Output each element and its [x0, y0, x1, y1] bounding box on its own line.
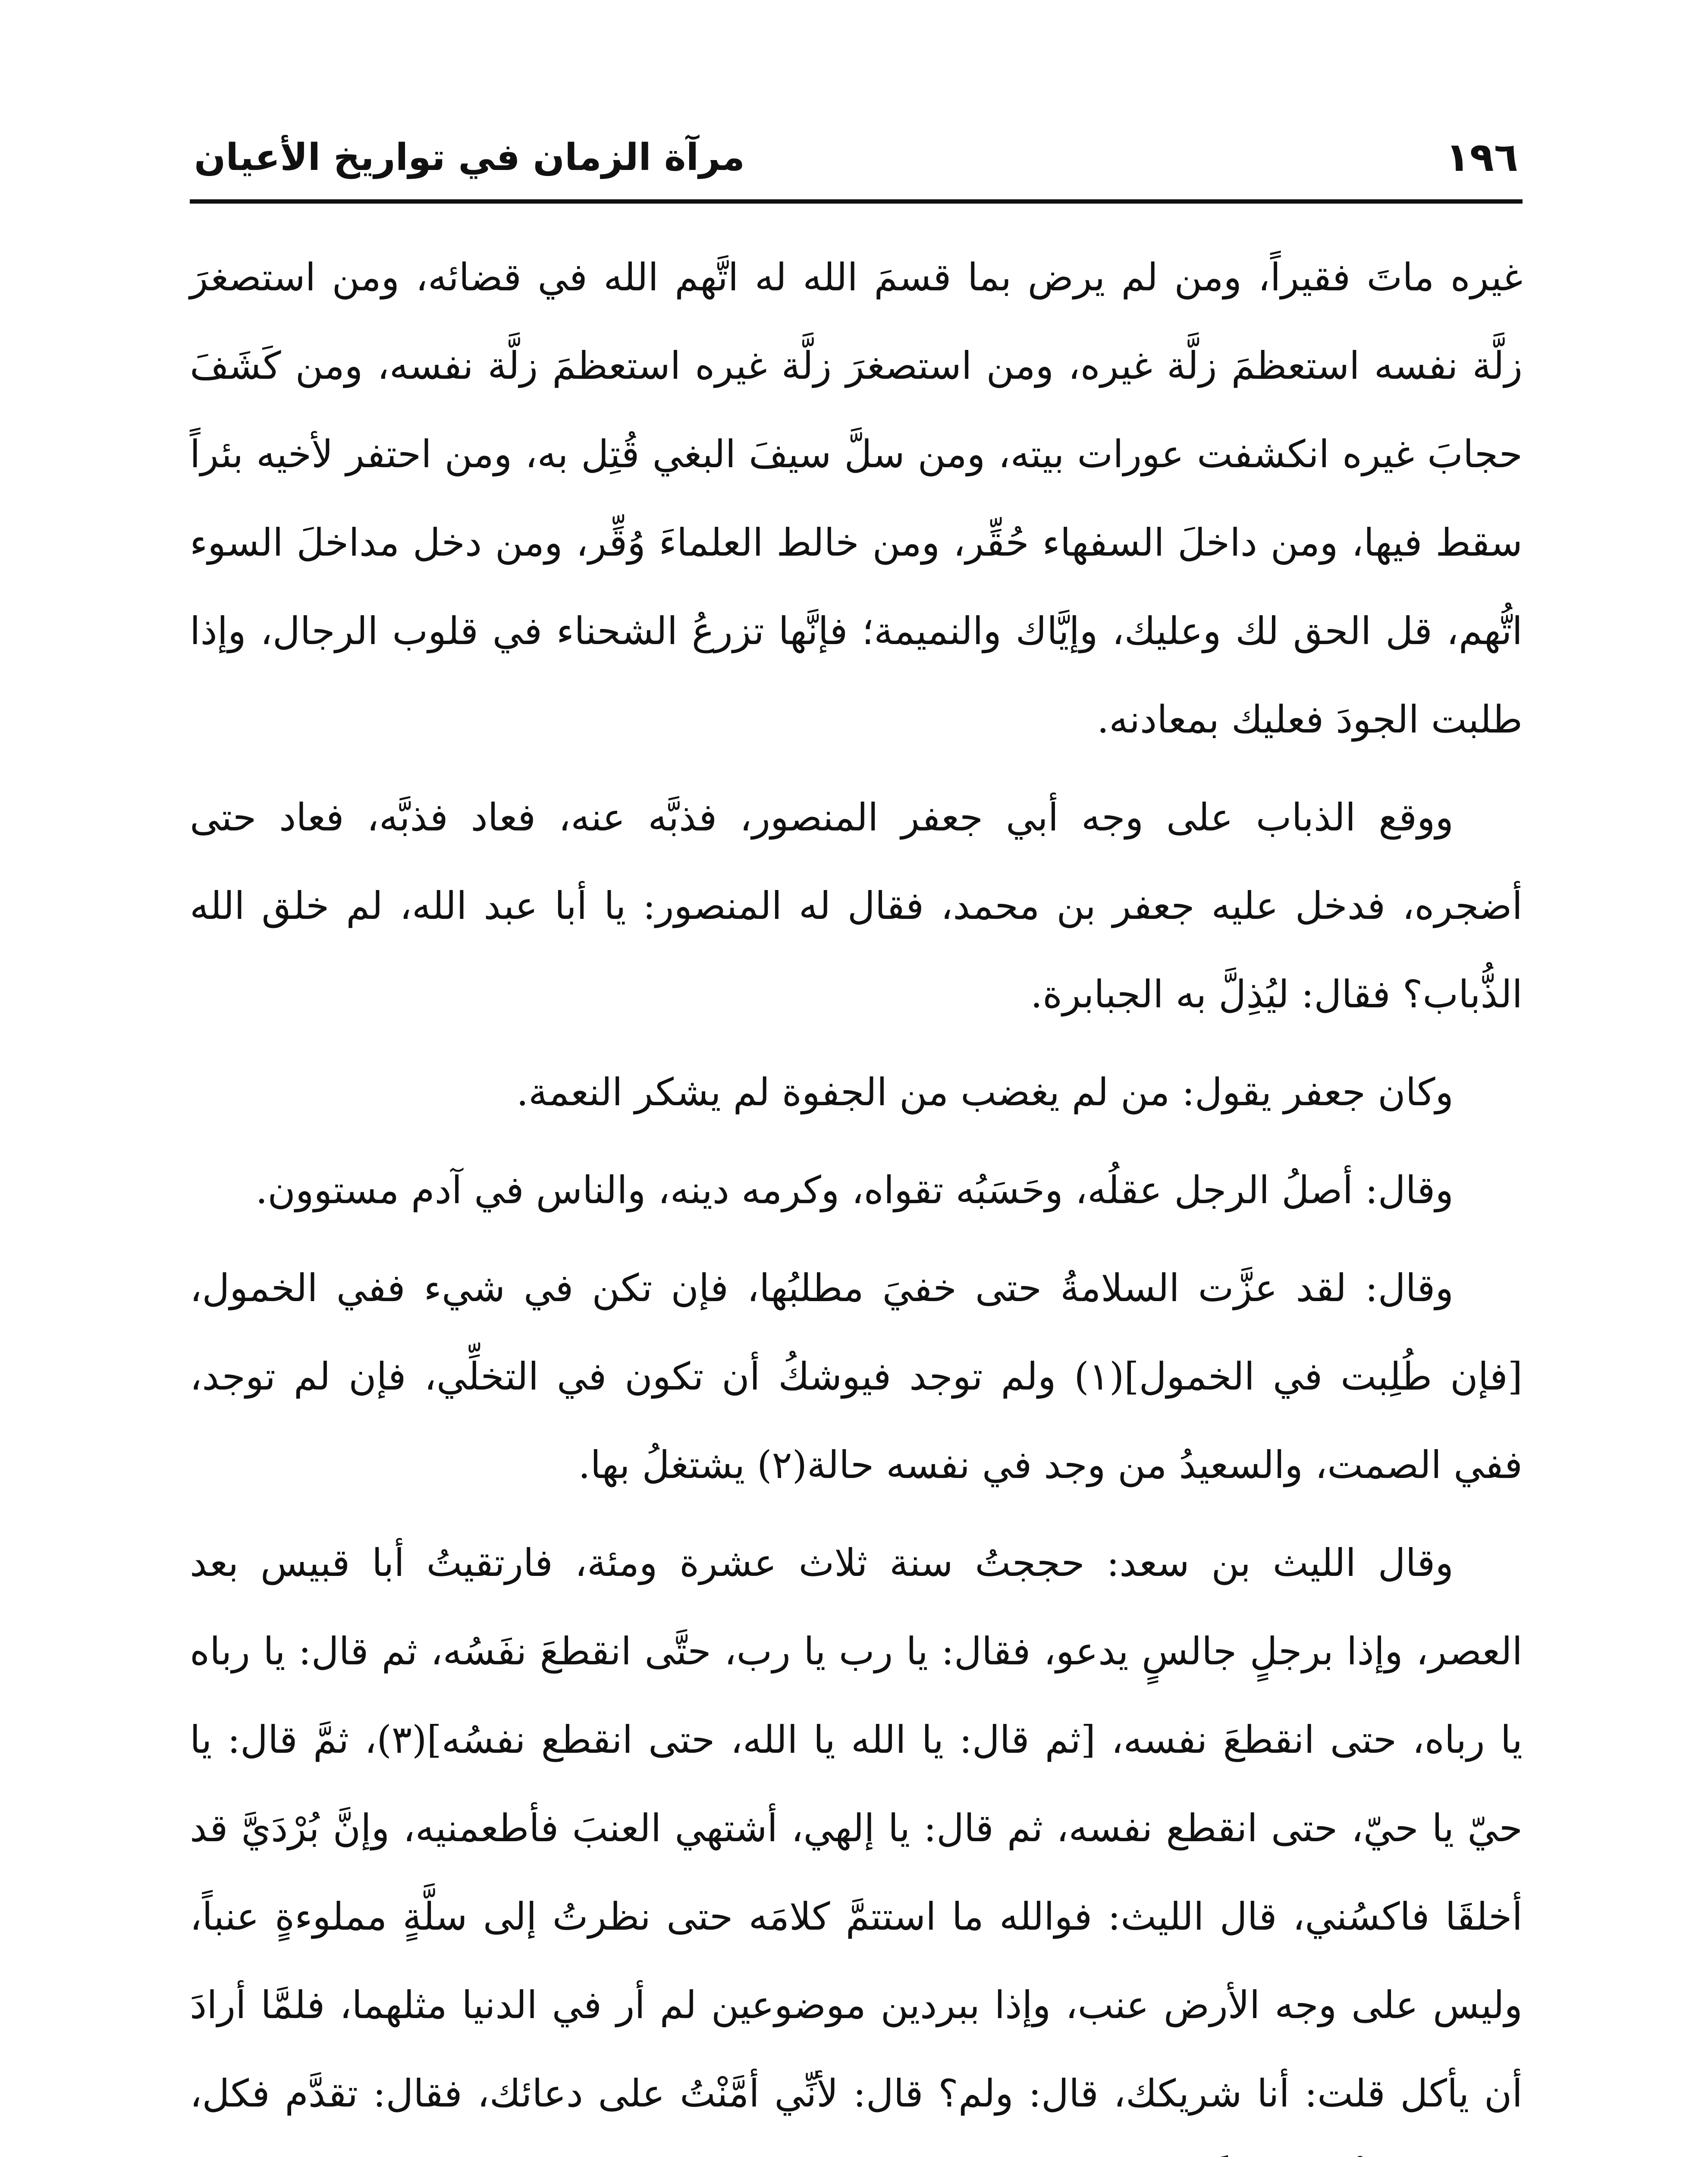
paragraph-continuation: غيره ماتَ فقيراً، ومن لم يرض بما قسمَ الله له اتَّهم الله في قضائه، ومن استصغرَ زلَّة نفسه استعظمَ زلَّة غيره، ومن استصغرَ زلَّة غيره استعظمَ زلَّة نفسه، ومن كَشَفَ حجابَ غيره انكشفت عورات بيته، ومن سلَّ سيفَ البغي قُتِل به، ومن احتفر لأخيه بئراً سقط فيها، ومن داخلَ السفهاء حُقِّر، ومن خالط العلماءَ وُقِّر، ومن دخل مداخلَ السوء اتُّهم، قل الحق لك وعليك، وإيَّاك والنميمة؛ فإنَّها تزرعُ الشحناء في قلوب الرجال، وإذا طلبت الجودَ فعليك بمعادنه. [190, 255, 1523, 742]
running-title: مرآة الزمان في تواريخ الأعيان [194, 136, 745, 179]
paragraph-layth-story: وقال الليث بن سعد: حججتُ سنة ثلاث عشرة ومئة، فارتقيتُ أبا قبيس بعد العصر، وإذا برجلٍ جالسٍ يدعو، فقال: يا رب يا رب، حتَّى انقطعَ نفَسُه، ثم قال: يا رباه يا رباه، حتى انقطعَ نفسه، [ثم قال: يا الله يا الله، حتى انقطع نفسُه](٣)، ثمَّ قال: يا حيّ يا حيّ، حتى انقطع نفسه، ثم قال: يا إلهي، أشتهي العنبَ فأطعمنيه، وإنَّ بُرْدَيَّ قد أخلقَا فاكسُني، قال الليث: فوالله ما استتمَّ كلامَه حتى نظرتُ إلى سلَّةٍ مملوءةٍ عنباً، وليس على وجه الأرض عنب، وإذا ببردين موضوعين لم أر في الدنيا مثلهما، فلمَّا أرادَ أن يأكل قلت: أنا شريكك، قال: ولم؟ قال: لأنِّي أمَّنْتُ على دعائك، فقال: تقدَّم فكل، [190, 1541, 1523, 2116]
page-number: ١٩٦ [1445, 134, 1518, 180]
paragraph-origin-saying: وقال: أصلُ الرجل عقلُه، وحَسَبُه تقواه، وكرمه دينه، والناس في آدم مستوون. [255, 1168, 1454, 1212]
page-header [194, 125, 1518, 198]
body-text [190, 233, 1523, 2157]
paragraph-jafar-saying: وكان جعفر يقول: من لم يغضب من الجفوة لم يشكر النعمة. [516, 1070, 1454, 1114]
paragraph-safety-saying: وقال: لقد عزَّت السلامةُ حتى خفيَ مطلبُها، فإن تكن في شيء ففي الخمول، [فإن طُلِبت في الخمول](١) ولم توجد فيوشكُ أن تكون في التخلِّي، فإن لم توجد، ففي الصمت، والسعيدُ من وجد في نفسه حالة(٢) يشتغلُ بها. [190, 1266, 1523, 1487]
paragraph-fly-anecdote: ووقع الذباب على وجه أبي جعفر المنصور، فذبَّه عنه، فعاد فذبَّه، فعاد حتى أضجره، فدخل عليه جعفر بن محمد، فقال له المنصور: يا أبا عبد الله، لم خلق الله الذُّباب؟ فقال: ليُذِلَّ به الجبابرة. [190, 795, 1523, 1016]
header-rule [190, 199, 1523, 204]
